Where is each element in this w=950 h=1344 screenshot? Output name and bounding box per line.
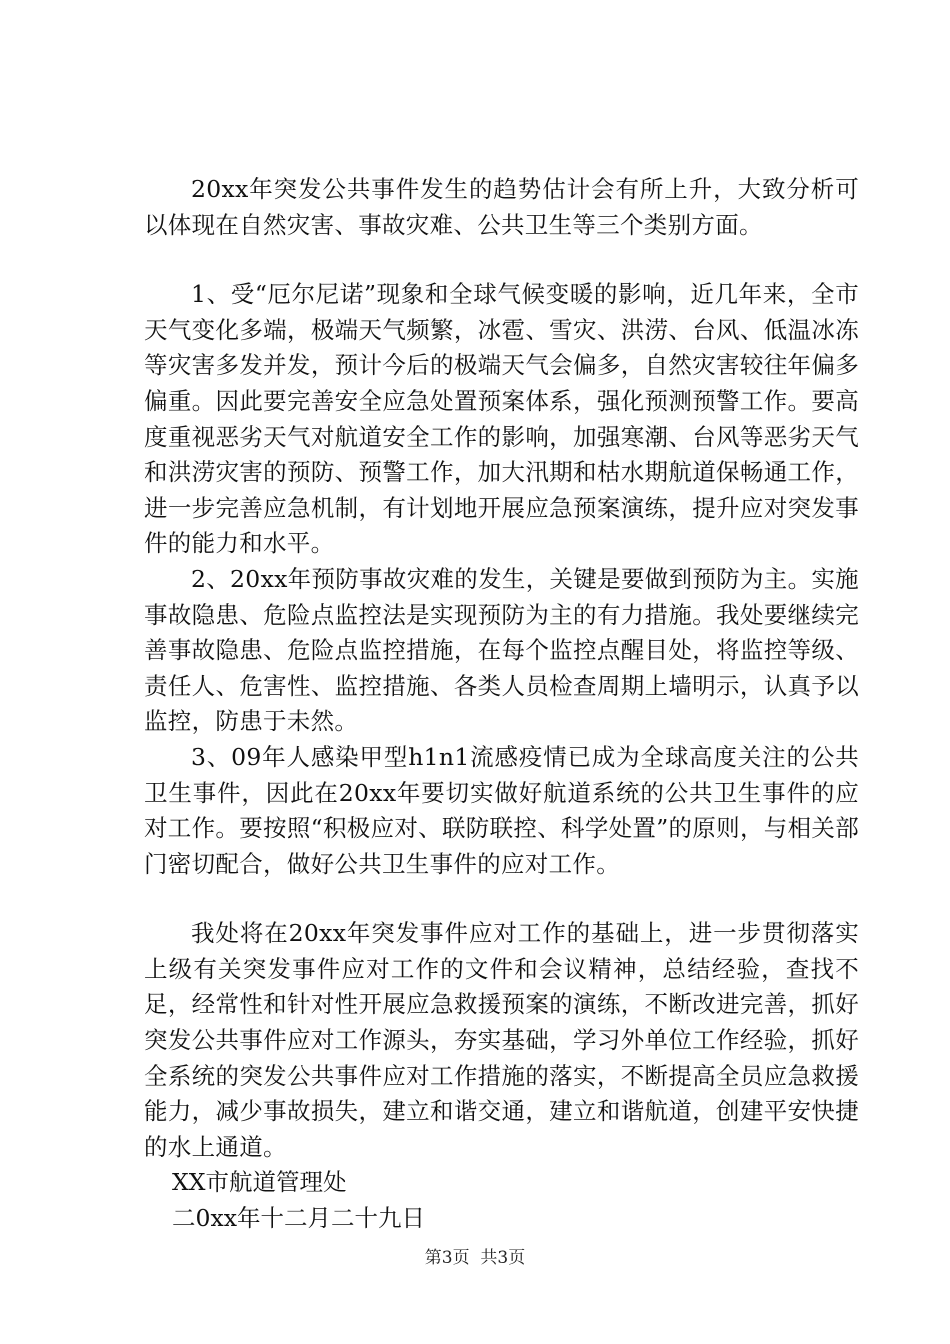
page-number-footer: 第3页 共3页	[424, 1248, 526, 1268]
paragraph-public-health: 3、09年人感染甲型h1n1流感疫情已成为全球高度关注的公共卫生事件，因此在20xx年要切实做好航道系统的公共卫生事件的应对工作。要按照“积极应对、联防联控、科学处置”的原则，与相关部门密切配合，做好公共卫生事件的应对工作。	[144, 742, 859, 878]
paragraph-summary: 我处将在20xx年突发事件应对工作的基础上，进一步贯彻落实上级有关突发事件应对工作的文件和会议精神，总结经验，查找不足，经常性和针对性开展应急救援预案的演练，不断改进完善，抓好突发公共事件应对工作源头，夯实基础，学习外单位工作经验，抓好全系统的突发公共事件应对工作措施的落实，不断提高全员应急救援能力，减少事故损失，建立和谐交通，建立和谐航道，创建平安快捷的水上通道。	[144, 919, 859, 1161]
document-body	[144, 172, 859, 1237]
paragraph-accident-prevention: 2、20xx年预防事故灾难的发生，关键是要做到预防为主。实施事故隐患、危险点监控法是实现预防为主的有力措施。我处要继续完善事故隐患、危险点监控措施，在每个监控点醒目处，将监控等级、责任人、危害性、监控措施、各类人员检查周期上墙明示，认真予以监控，防患于未然。	[144, 564, 859, 736]
signature-date: 二0xx年十二月二十九日	[172, 1204, 425, 1233]
paragraph-outlook: 20xx年突发公共事件发生的趋势估计会有所上升，大致分析可以体现在自然灾害、事故灾难、公共卫生等三个类别方面。	[144, 175, 859, 239]
paragraph-natural-disasters: 1、受“厄尔尼诺”现象和全球气候变暖的影响，近几年来，全市天气变化多端，极端天气频繁，冰雹、雪灾、洪涝、台风、低温冰冻等灾害多发并发，预计今后的极端天气会偏多，自然灾害较往年偏多偏重。因此要完善安全应急处置预案体系，强化预测预警工作。要高度重视恶劣天气对航道安全工作的影响，加强寒潮、台风等恶劣天气和洪涝灾害的预防、预警工作，加大汛期和枯水期航道保畅通工作，进一步完善应急机制，有计划地开展应急预案演练，提升应对突发事件的能力和水平。	[144, 280, 859, 558]
signature-organization: XX市航道管理处	[172, 1168, 347, 1197]
